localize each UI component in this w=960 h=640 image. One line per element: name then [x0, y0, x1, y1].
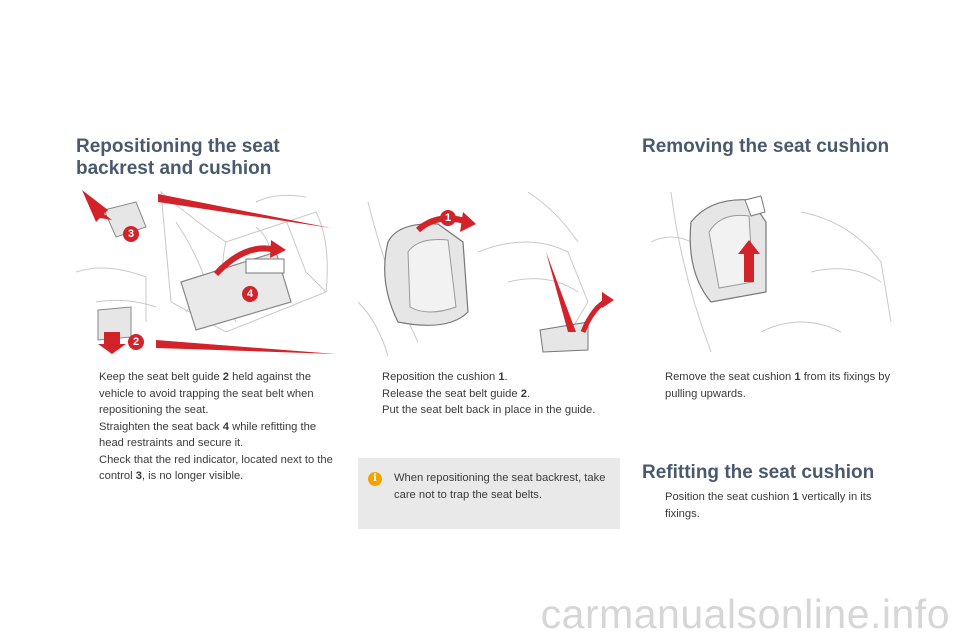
callout-3: 3 [123, 226, 139, 242]
note-box [358, 458, 620, 529]
section-title-refitting: Refitting the seat cushion [642, 462, 875, 483]
figure-seat-backrest-repositioning [76, 182, 338, 356]
step-text: . [526, 387, 531, 400]
step-item [359, 386, 621, 403]
step-text: Check that the red indicator, located next to the control [99, 453, 333, 482]
step-text: Release the seat belt guide [382, 387, 521, 400]
step-text: Put the seat belt back in place in the guide. [382, 404, 596, 416]
step-item [642, 489, 904, 522]
step-text: Straighten the seat back [99, 420, 223, 433]
step-item [76, 452, 338, 485]
steps-list-refitting [642, 489, 904, 522]
step-ref: 4 [222, 420, 229, 433]
step-text: Remove the seat cushion [665, 371, 795, 383]
step-text: held against the vehicle to avoid trapping the seat belt when repositioning the seat. [99, 371, 314, 416]
steps-list-removing [642, 369, 904, 402]
step-text: while refitting the head restraints and secure it. [99, 420, 317, 449]
step-item [642, 369, 904, 402]
step-ref: 2 [520, 387, 527, 400]
section-title-removing: Removing the seat cushion [642, 136, 890, 157]
figure-removing-cushion [641, 182, 903, 356]
step-item [359, 369, 621, 386]
step-text: . [504, 371, 508, 383]
section-title-repositioning [76, 136, 280, 180]
step-ref: 2 [222, 371, 230, 383]
callout-4: 4 [242, 286, 258, 302]
title-line-2: backrest and cushion [76, 158, 272, 179]
step-ref: 3 [135, 470, 142, 482]
figure-cushion-repositioning [358, 182, 620, 356]
steps-list-middle [359, 369, 621, 419]
step-text: vertically in its fixings. [665, 491, 872, 520]
step-item [76, 419, 338, 452]
step-ref: 1 [792, 491, 799, 503]
step-text: , is no longer visible. [141, 470, 244, 482]
step-ref: 1 [794, 371, 801, 383]
step-text: Position the seat cushion [665, 491, 793, 503]
watermark: carmanualsonline.info [540, 591, 950, 637]
callout-2: 2 [128, 334, 144, 350]
step-text: Reposition the cushion [382, 371, 499, 383]
step-text: Keep the seat belt guide [99, 371, 223, 383]
step-item [359, 402, 621, 419]
title-line-1: Repositioning the seat [76, 136, 280, 157]
step-ref: 1 [498, 371, 505, 383]
callout-1: 1 [440, 210, 456, 226]
steps-list-left [76, 369, 338, 485]
step-item [76, 369, 338, 419]
step-text: from its fixings by pulling upwards. [665, 371, 891, 400]
note-text: When repositioning the seat backrest, take care not to trap the seat belts. [394, 472, 606, 501]
info-icon: i [368, 472, 382, 486]
